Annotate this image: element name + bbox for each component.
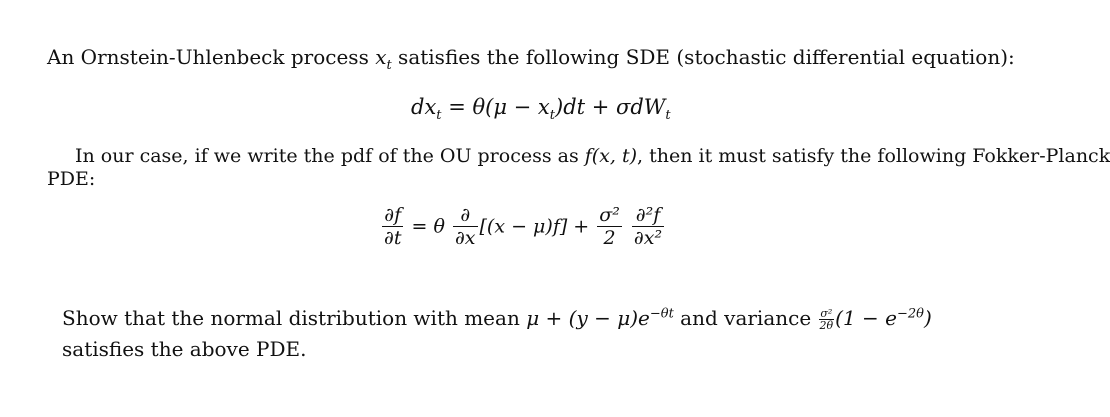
lhs-fraction: $\frac{\partial f}{\partial t}$ <box>384 204 402 249</box>
intro-text-after: satisfies the following SDE (stochastic differential equation): <box>391 45 1015 69</box>
intro-paragraph <box>47 44 1015 73</box>
fokker-planck-equation: $\frac{\partial f}{\partial t}$ = θ $\frac{\partial}{\partial x}$ [(x − μ)f] + $\frac{\text{σ²}}{2}$ $\frac{\text{∂²f}}{\text{∂x²}}$ <box>384 204 663 249</box>
mean-expression: $\mu + (y - \mu)e^{-\theta t}$ <box>526 306 674 330</box>
second-derivative-fraction: $\frac{\text{∂²f}}{\text{∂x²}}$ <box>633 204 663 249</box>
intro-variable: $x_t$ <box>375 45 392 73</box>
case-paragraph <box>75 143 1110 169</box>
case-text-after: , then it must satisfy the following Fokker-Planck <box>637 145 1110 167</box>
question-paragraph <box>62 305 932 331</box>
question-text-mid: and variance <box>673 306 818 330</box>
case-text-before: In our case, if we write the pdf of the OU process as <box>75 145 585 167</box>
variance-expression: $\frac{\text{σ²}}{2\theta}$ $(1 - e^{-2\theta})$ <box>819 306 932 332</box>
question-paragraph-line2: satisfies the above PDE. <box>62 337 307 361</box>
pdf-function: f(x, t) <box>584 145 638 167</box>
sigma-fraction: $\frac{\text{σ²}}{2}$ <box>599 204 620 249</box>
case-paragraph-line2: PDE: <box>47 168 96 190</box>
sde-equation: $dx_t = \theta(\mu - x_t)dt + \sigma dW_t$ <box>411 95 671 124</box>
intro-text-before: An Ornstein-Uhlenbeck process <box>47 45 376 69</box>
question-text-before: Show that the normal distribution with mean <box>62 306 527 330</box>
partial-x-fraction: $\frac{\partial}{\partial x}$ <box>454 204 476 249</box>
